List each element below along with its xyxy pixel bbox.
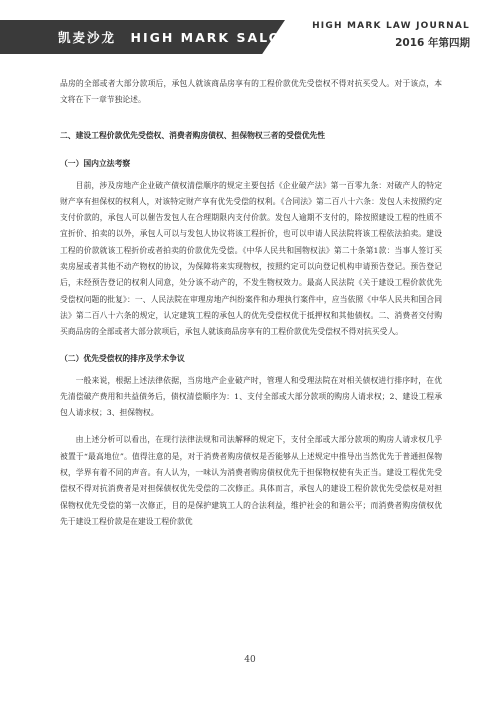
section-heading: 二、建设工程价款优先受偿权、消费者购房债权、担保物权三者的受偿优先性: [60, 130, 326, 140]
intro-paragraph: 品房的全部或者大部分款项后，承包人就该商品房享有的工程价款优先受偿权不得对抗买受人。对于该点，本文将在下一章节独论述。: [60, 79, 442, 105]
subheading-priority-ranking: （二）优先受偿权的排序及学术争议: [60, 353, 185, 363]
salon-banner-title: 凯麦沙龙 HIGH MARK SALON: [58, 30, 294, 45]
paragraph-analysis: 由上述分析可以看出，在现行法律法规和司法解释的规定下，支付全部或大部分款项的购房人请求权几乎被置于“最高地位”。值得注意的是，对于消费者购房债权是否能够从上述规定中推导出当然优先于普通担保物权，学界有着不同的声音。有人认为，一味认为消费者购房债权优先于担保物权使有失正当。建设工程优先受偿权不得对抗消费者是对担保债权优先受偿的二次修正。具体而言，承包人的建设工程价款优先受偿权是对担保物权优先受偿的第一次修正，目的是保护建筑工人的合法利益，维护社会的和谐公平；而消费者购房债权优先于建设工程价款是在建设工程价款优: [60, 435, 442, 526]
subheading-domestic-legislation: （一）国内立法考察: [60, 158, 131, 168]
paragraph-ranking: 一般来说，根据上述法律依据，当房地产企业破产时，管理人和受理法院在对相关债权进行排序时，在优先清偿破产费用和共益债务后，债权清偿顺序为：1、支付全部或大部分款项的购房人请求权；2、建设工程承包人请求权；3、担保物权。: [60, 375, 442, 418]
issue-label: 2016 年第四期: [395, 37, 470, 49]
paragraph-legislation: 目前，涉及房地产企业破产债权清偿顺序的规定主要包括《企业破产法》第一百零九条：对破产人的特定财产享有担保权的权利人，对该特定财产享有优先受偿的权利。《合同法》第二百八十六条：发包人未按照约定支付价款的，承包人可以催告发包人在合理期限内支付价款。发包人逾期不支付的，除按照建设工程的性质不宜折价、拍卖的以外，承包人可以与发包人协议将该工程折价，也可以申请人民法院将该工程依法拍卖。建设工程的价款就该工程折价或者拍卖的价款优先受偿。《中华人民共和国物权法》第二十条第1款：当事人签订买卖房屋或者其他不动产物权的协议，为保障将来实现物权，按照约定可以向登记机构申请预告登记。预告登记后，未经预告登记的权利人同意，处分该不动产的，不发生物权效力。最高人民法院《关于建设工程价款优先受偿权问题的批复》：一、人民法院在审理房地产纠纷案件和办理执行案件中，应当依照《中华人民共和国合同法》第二百八十六条的规定，认定建筑工程的承包人的优先受偿权优于抵押权和其他债权。二、消费者交付购买商品房的全部或者大部分款项后，承包人就该商品房享有的工程价款优先受偿权不得对抗买受人。: [60, 180, 442, 337]
journal-name: HIGH MARK LAW JOURNAL: [312, 21, 470, 31]
article-body: [60, 76, 442, 530]
page-number: 40: [244, 655, 256, 665]
